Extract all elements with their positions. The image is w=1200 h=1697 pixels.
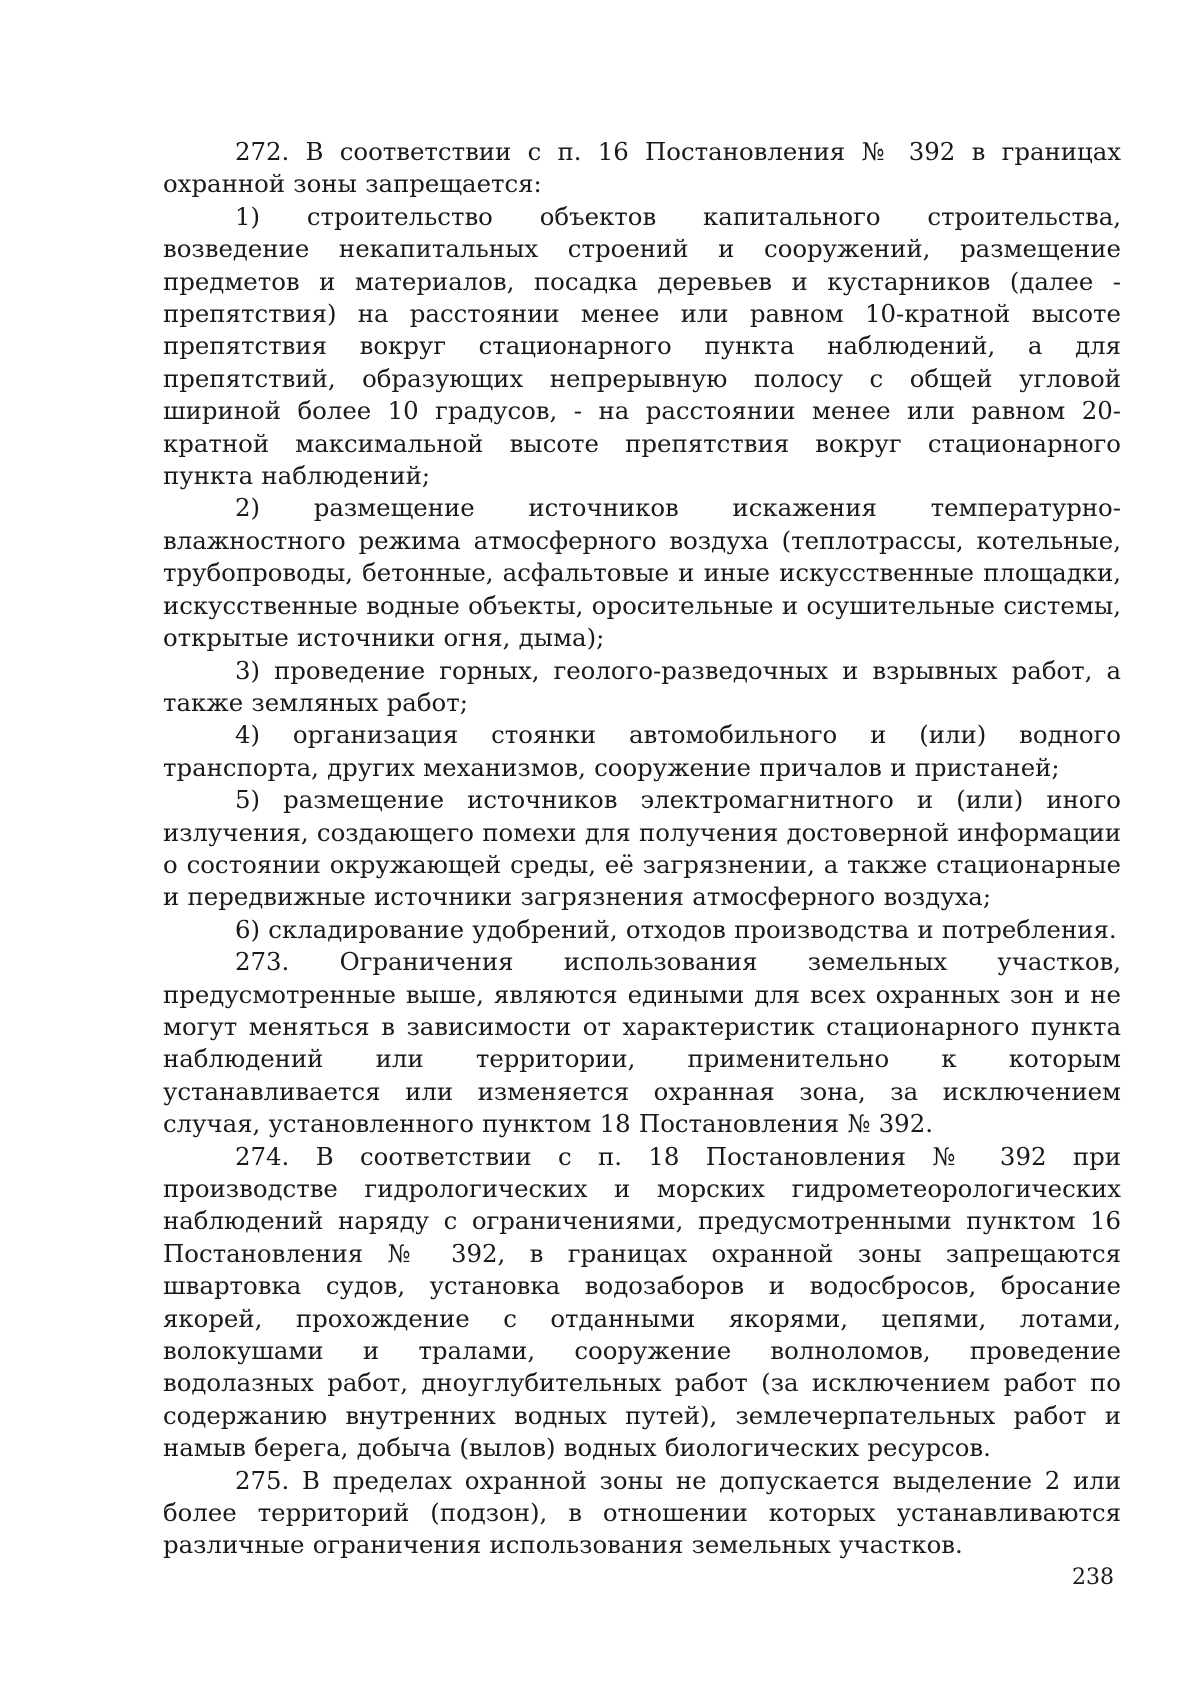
list-item-4: 4) организация стоянки автомобильного и (или) водного транспорта, других механизмов, сооружение причалов и пристаней;	[163, 720, 1121, 782]
paragraph-273: 273. Ограничения использования земельных участков, предусмотренные выше, являются едиными для всех охранных зон и не могут меняться в зависимости от характеристик стационарного пункта наблюдений или территории, применительно к которым устанавливается или изменяется охранная зона, за исключением случая, установленного пунктом 18 Постановления № 392.	[163, 947, 1121, 1139]
page-number: 238	[1072, 1565, 1114, 1590]
paragraph-274: 274. В соответствии с п. 18 Постановления № 392 при производстве гидрологических и морских гидрометеорологических наблюдений наряду с ограничениями, предусмотренными пунктом 16 Постановления № 392, в границах охранной зоны запрещаются швартовка судов, установка водозаборов и водосбросов, бросание якорей, прохождение с отданными якорями, цепями, лотами, волокушами и тралами, сооружение волноломов, проведение водолазных работ, дноуглубительных работ (за исключением работ по содержанию внутренних водных путей), землечерпательных работ и намыв берега, добыча (вылов) водных биологических ресурсов.	[163, 1141, 1121, 1463]
list-item-5: 5) размещение источников электромагнитного и (или) иного излучения, создающего помехи для получения достоверной информации о состоянии окружающей среды, её загрязнении, а также стационарные и передвижные источники загрязнения атмосферного воздуха;	[163, 785, 1121, 912]
document-body	[163, 136, 1121, 1562]
list-item-2: 2) размещение источников искажения температурно-влажностного режима атмосферного воздуха (теплотрассы, котельные, трубопроводы, бетонные, асфальтовые и иные искусственные площадки, искусственные водные объекты, оросительные и осушительные системы, открытые источники огня, дыма);	[163, 493, 1121, 653]
paragraph-275: 275. В пределах охранной зоны не допускается выделение 2 или более территорий (подзон), в отношении которых устанавливаются различные ограничения использования земельных участков.	[163, 1465, 1121, 1560]
list-item-3: 3) проведение горных, геолого-разведочных и взрывных работ, а также земляных работ;	[163, 655, 1121, 717]
list-item-1: 1) строительство объектов капитального строительства, возведение некапитальных строений и сооружений, размещение предметов и материалов, посадка деревьев и кустарников (далее - препятствия) на расстоянии менее или равном 10-кратной высоте препятствия вокруг стационарного пункта наблюдений, а для препятствий, образующих непрерывную полосу с общей угловой шириной более 10 градусов, - на расстоянии менее или равном 20-кратной максимальной высоте препятствия вокруг стационарного пункта наблюдений;	[163, 201, 1121, 491]
list-item-6: 6) складирование удобрений, отходов производства и потребления.	[235, 914, 1117, 944]
paragraph-272: 272. В соответствии с п. 16 Постановления № 392 в границах охранной зоны запрещается:	[163, 137, 1121, 199]
